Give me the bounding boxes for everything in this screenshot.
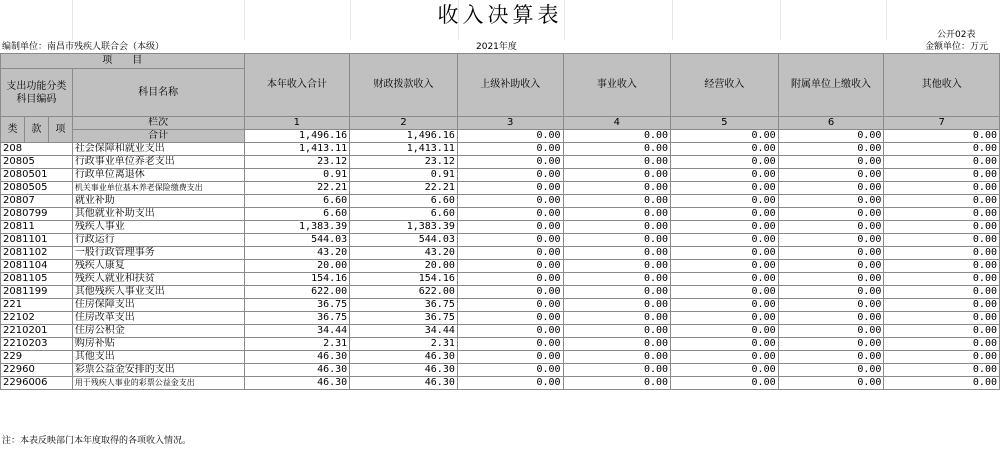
row-code: 20811 — [1, 221, 73, 234]
row-value: 46.30 — [244, 351, 350, 364]
row-zero-value: 0.00 — [671, 260, 779, 273]
row-value: 20.00 — [350, 260, 458, 273]
row-code: 2080505 — [1, 182, 73, 195]
row-zero-value: 0.00 — [778, 312, 884, 325]
row-zero-value: 0.00 — [671, 195, 779, 208]
row-zero-value: 0.00 — [884, 286, 1000, 299]
total-value: 1,496.16 — [350, 130, 458, 143]
row-code: 20807 — [1, 195, 73, 208]
table-row — [1, 286, 1000, 299]
column-number-7: 7 — [884, 117, 1000, 130]
row-value: 46.30 — [350, 377, 458, 390]
row-zero-value: 0.00 — [778, 338, 884, 351]
total-value: 0.00 — [884, 130, 1000, 143]
row-zero-value: 0.00 — [457, 273, 563, 286]
col-header-5: 经营收入 — [671, 54, 779, 117]
row-code: 2080501 — [1, 169, 73, 182]
row-zero-value: 0.00 — [563, 299, 671, 312]
table-row — [1, 208, 1000, 221]
row-name: 住房保障支出 — [72, 299, 244, 312]
row-code: 22102 — [1, 312, 73, 325]
row-zero-value: 0.00 — [563, 338, 671, 351]
row-zero-value: 0.00 — [884, 351, 1000, 364]
col-header-7: 其他收入 — [884, 54, 1000, 117]
row-zero-value: 0.00 — [671, 286, 779, 299]
row-zero-value: 0.00 — [671, 312, 779, 325]
row-zero-value: 0.00 — [563, 143, 671, 156]
row-code: 2081104 — [1, 260, 73, 273]
fiscal-year: 2021年度 — [476, 42, 517, 52]
col-header-4: 事业收入 — [563, 54, 671, 117]
row-zero-value: 0.00 — [671, 351, 779, 364]
row-zero-value: 0.00 — [884, 325, 1000, 338]
name-title-header: 科目名称 — [72, 69, 244, 117]
row-value: 36.75 — [244, 299, 350, 312]
row-zero-value: 0.00 — [884, 247, 1000, 260]
row-zero-value: 0.00 — [457, 312, 563, 325]
row-name: 其他支出 — [72, 351, 244, 364]
row-value: 1,413.11 — [244, 143, 350, 156]
table-row — [1, 247, 1000, 260]
row-zero-value: 0.00 — [778, 260, 884, 273]
row-zero-value: 0.00 — [563, 377, 671, 390]
row-zero-value: 0.00 — [671, 377, 779, 390]
row-value: 154.16 — [244, 273, 350, 286]
column-number-1: 1 — [244, 117, 350, 130]
table-row — [1, 325, 1000, 338]
row-name: 残疾人康复 — [72, 260, 244, 273]
row-value: 43.20 — [244, 247, 350, 260]
total-value: 0.00 — [778, 130, 884, 143]
row-value: 0.91 — [244, 169, 350, 182]
total-value: 0.00 — [563, 130, 671, 143]
row-zero-value: 0.00 — [457, 169, 563, 182]
row-zero-value: 0.00 — [671, 273, 779, 286]
row-zero-value: 0.00 — [778, 182, 884, 195]
row-value: 6.60 — [350, 208, 458, 221]
table-row — [1, 156, 1000, 169]
row-code: 208 — [1, 143, 73, 156]
row-zero-value: 0.00 — [563, 221, 671, 234]
row-name: 机关事业单位基本养老保险缴费支出 — [72, 182, 244, 195]
table-row — [1, 312, 1000, 325]
row-zero-value: 0.00 — [884, 221, 1000, 234]
table-row — [1, 377, 1000, 390]
row-zero-value: 0.00 — [457, 208, 563, 221]
row-value: 2.31 — [244, 338, 350, 351]
row-zero-value: 0.00 — [884, 312, 1000, 325]
row-zero-value: 0.00 — [457, 299, 563, 312]
row-zero-value: 0.00 — [563, 169, 671, 182]
table-row — [1, 273, 1000, 286]
row-name: 残疾人就业和扶贫 — [72, 273, 244, 286]
table-row — [1, 338, 1000, 351]
row-name: 行政单位离退休 — [72, 169, 244, 182]
row-value: 20.00 — [244, 260, 350, 273]
row-zero-value: 0.00 — [563, 156, 671, 169]
row-zero-value: 0.00 — [778, 234, 884, 247]
row-code: 2210201 — [1, 325, 73, 338]
row-zero-value: 0.00 — [563, 260, 671, 273]
row-zero-value: 0.00 — [457, 286, 563, 299]
table-row — [1, 169, 1000, 182]
row-zero-value: 0.00 — [884, 260, 1000, 273]
row-zero-value: 0.00 — [457, 338, 563, 351]
row-zero-value: 0.00 — [563, 247, 671, 260]
row-zero-value: 0.00 — [884, 182, 1000, 195]
row-value: 46.30 — [244, 364, 350, 377]
table-row — [1, 143, 1000, 156]
column-number-4: 4 — [563, 117, 671, 130]
row-zero-value: 0.00 — [457, 260, 563, 273]
row-zero-value: 0.00 — [778, 208, 884, 221]
row-value: 6.60 — [244, 195, 350, 208]
form-number: 公开02表 — [937, 30, 976, 40]
row-zero-value: 0.00 — [457, 364, 563, 377]
row-zero-value: 0.00 — [884, 234, 1000, 247]
table-row — [1, 221, 1000, 234]
row-zero-value: 0.00 — [671, 208, 779, 221]
column-number-3: 3 — [457, 117, 563, 130]
row-value: 23.12 — [244, 156, 350, 169]
row-name: 就业补助 — [72, 195, 244, 208]
lei-header: 类 — [1, 117, 25, 143]
row-zero-value: 0.00 — [563, 195, 671, 208]
row-zero-value: 0.00 — [457, 234, 563, 247]
xiang-header: 项 — [48, 117, 72, 143]
row-zero-value: 0.00 — [457, 143, 563, 156]
row-value: 46.30 — [244, 377, 350, 390]
row-zero-value: 0.00 — [778, 273, 884, 286]
row-zero-value: 0.00 — [457, 156, 563, 169]
col-header-6: 附属单位上缴收入 — [778, 54, 884, 117]
row-zero-value: 0.00 — [884, 299, 1000, 312]
row-zero-value: 0.00 — [778, 221, 884, 234]
row-value: 34.44 — [244, 325, 350, 338]
row-name: 行政运行 — [72, 234, 244, 247]
row-value: 22.21 — [244, 182, 350, 195]
row-zero-value: 0.00 — [671, 247, 779, 260]
row-code: 2081101 — [1, 234, 73, 247]
row-zero-value: 0.00 — [884, 208, 1000, 221]
row-zero-value: 0.00 — [778, 143, 884, 156]
total-row — [1, 130, 1000, 143]
row-zero-value: 0.00 — [884, 338, 1000, 351]
row-zero-value: 0.00 — [884, 143, 1000, 156]
row-zero-value: 0.00 — [778, 156, 884, 169]
row-zero-value: 0.00 — [778, 364, 884, 377]
row-value: 622.00 — [350, 286, 458, 299]
table-row — [1, 260, 1000, 273]
item-header: 项 目 — [1, 54, 245, 69]
row-zero-value: 0.00 — [563, 234, 671, 247]
row-zero-value: 0.00 — [563, 208, 671, 221]
row-zero-value: 0.00 — [884, 195, 1000, 208]
row-value: 22.21 — [350, 182, 458, 195]
row-zero-value: 0.00 — [457, 182, 563, 195]
row-value: 2.31 — [350, 338, 458, 351]
total-value: 0.00 — [457, 130, 563, 143]
organization-label: 编制单位：南昌市残疾人联合会（本级） — [2, 42, 165, 52]
row-value: 6.60 — [350, 195, 458, 208]
table-row — [1, 351, 1000, 364]
row-name: 彩票公益金安排的支出 — [72, 364, 244, 377]
row-code: 221 — [1, 299, 73, 312]
row-zero-value: 0.00 — [778, 195, 884, 208]
row-value: 36.75 — [350, 299, 458, 312]
row-zero-value: 0.00 — [563, 325, 671, 338]
row-name: 残疾人事业 — [72, 221, 244, 234]
row-value: 23.12 — [350, 156, 458, 169]
column-number-2: 2 — [350, 117, 458, 130]
row-zero-value: 0.00 — [457, 247, 563, 260]
table-row — [1, 364, 1000, 377]
footnote: 注：本表反映部门本年度取得的各项收入情况。 — [2, 436, 192, 446]
row-value: 36.75 — [350, 312, 458, 325]
row-name: 其他残疾人事业支出 — [72, 286, 244, 299]
row-zero-value: 0.00 — [778, 299, 884, 312]
row-zero-value: 0.00 — [671, 338, 779, 351]
row-code: 2210203 — [1, 338, 73, 351]
row-value: 154.16 — [350, 273, 458, 286]
row-zero-value: 0.00 — [457, 377, 563, 390]
row-zero-value: 0.00 — [778, 351, 884, 364]
column-number-6: 6 — [778, 117, 884, 130]
row-zero-value: 0.00 — [563, 312, 671, 325]
row-code: 22960 — [1, 364, 73, 377]
row-name: 住房改革支出 — [72, 312, 244, 325]
row-code: 2081199 — [1, 286, 73, 299]
row-zero-value: 0.00 — [671, 143, 779, 156]
row-value: 622.00 — [244, 286, 350, 299]
row-zero-value: 0.00 — [563, 273, 671, 286]
total-label: 合计 — [72, 130, 244, 143]
row-code: 2296006 — [1, 377, 73, 390]
column-number-5: 5 — [671, 117, 779, 130]
row-zero-value: 0.00 — [778, 377, 884, 390]
row-value: 46.30 — [350, 364, 458, 377]
row-value: 1,383.39 — [350, 221, 458, 234]
row-value: 34.44 — [350, 325, 458, 338]
row-value: 0.91 — [350, 169, 458, 182]
row-zero-value: 0.00 — [778, 286, 884, 299]
page-title: 收入决算表 — [437, 3, 563, 27]
row-code: 2080799 — [1, 208, 73, 221]
row-zero-value: 0.00 — [884, 169, 1000, 182]
row-zero-value: 0.00 — [778, 247, 884, 260]
row-zero-value: 0.00 — [457, 351, 563, 364]
row-name: 一般行政管理事务 — [72, 247, 244, 260]
row-zero-value: 0.00 — [671, 156, 779, 169]
row-value: 43.20 — [350, 247, 458, 260]
row-value: 544.03 — [350, 234, 458, 247]
row-zero-value: 0.00 — [563, 286, 671, 299]
table-row — [1, 195, 1000, 208]
row-zero-value: 0.00 — [563, 364, 671, 377]
unit-label: 金额单位：万元 — [925, 42, 989, 52]
row-name: 其他就业补助支出 — [72, 208, 244, 221]
row-value: 36.75 — [244, 312, 350, 325]
row-zero-value: 0.00 — [563, 182, 671, 195]
total-value: 1,496.16 — [244, 130, 350, 143]
row-name: 用于残疾人事业的彩票公益金支出 — [72, 377, 244, 390]
row-zero-value: 0.00 — [671, 325, 779, 338]
row-zero-value: 0.00 — [457, 325, 563, 338]
income-table — [0, 53, 1000, 390]
table-row — [1, 234, 1000, 247]
row-zero-value: 0.00 — [671, 169, 779, 182]
row-zero-value: 0.00 — [884, 273, 1000, 286]
row-code: 20805 — [1, 156, 73, 169]
row-zero-value: 0.00 — [884, 156, 1000, 169]
row-zero-value: 0.00 — [671, 364, 779, 377]
row-code: 229 — [1, 351, 73, 364]
row-value: 1,383.39 — [244, 221, 350, 234]
row-code: 2081102 — [1, 247, 73, 260]
row-zero-value: 0.00 — [671, 182, 779, 195]
code-title-header: 支出功能分类科目编码 — [1, 69, 73, 117]
row-zero-value: 0.00 — [884, 364, 1000, 377]
row-name: 住房公积金 — [72, 325, 244, 338]
col-header-3: 上级补助收入 — [457, 54, 563, 117]
table-row — [1, 299, 1000, 312]
row-zero-value: 0.00 — [671, 234, 779, 247]
row-zero-value: 0.00 — [671, 221, 779, 234]
row-zero-value: 0.00 — [563, 351, 671, 364]
index-label: 栏次 — [72, 117, 244, 130]
row-code: 2081105 — [1, 273, 73, 286]
row-zero-value: 0.00 — [778, 325, 884, 338]
row-zero-value: 0.00 — [778, 169, 884, 182]
col-header-1: 本年收入合计 — [244, 54, 350, 117]
col-header-2: 财政拨款收入 — [350, 54, 458, 117]
table-row — [1, 182, 1000, 195]
row-name: 社会保障和就业支出 — [72, 143, 244, 156]
row-value: 1,413.11 — [350, 143, 458, 156]
row-value: 6.60 — [244, 208, 350, 221]
row-name: 购房补贴 — [72, 338, 244, 351]
row-zero-value: 0.00 — [671, 299, 779, 312]
row-zero-value: 0.00 — [457, 195, 563, 208]
row-zero-value: 0.00 — [457, 221, 563, 234]
row-name: 行政事业单位养老支出 — [72, 156, 244, 169]
total-value: 0.00 — [671, 130, 779, 143]
row-zero-value: 0.00 — [884, 377, 1000, 390]
row-value: 544.03 — [244, 234, 350, 247]
kuan-header: 款 — [24, 117, 48, 143]
row-value: 46.30 — [350, 351, 458, 364]
